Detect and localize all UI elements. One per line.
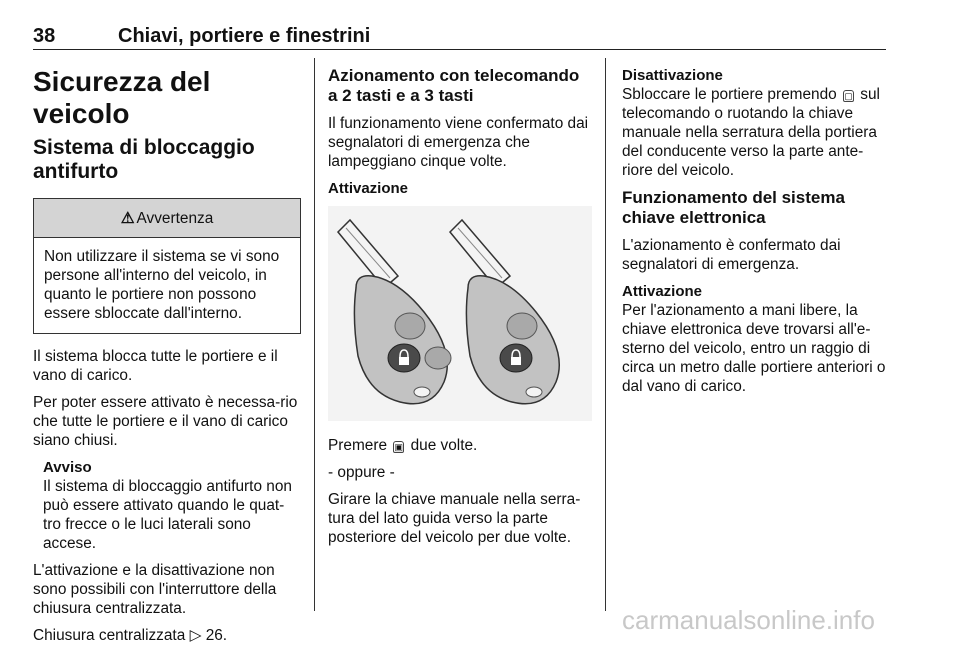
page-number: 38 [33,25,56,47]
column-1 [33,66,301,653]
column-divider-2 [605,58,606,611]
paragraph: Per poter essere attivato è necessa-rio che tutte le portiere e il vano di carico siano chiusi. [33,394,298,449]
paragraph: L'attivazione e la disattivazione non sono possibili con l'interruttore della chiusura centralizzata. [33,562,277,617]
page-ref-link[interactable]: 26. [205,627,228,644]
paragraph: Girare la chiave manuale nella serra-tura del lato guida verso la parte posteriore del veicolo per due volte. [328,491,581,546]
paragraph: Per l'azionamento a mani libere, la chiave elettronica deve trovarsi all'e-sterno del veicolo, entro un raggio di circa un metro dalle portiere anteriori o dal vano di carico. [622,302,886,395]
reference-text: Chiusura centralizzata [33,627,186,644]
text: Sbloccare le portiere premendo [622,86,837,103]
subsection-heading: Azionamento con telecomando a 2 tasti e a 3 tasti [328,66,580,105]
warning-triangle-icon: ⚠ [120,209,135,227]
note-box [33,458,301,553]
paragraph: L'azionamento è confermato dai segnalatori di emergenza. [622,237,841,273]
warning-text: Non utilizzare il sistema se vi sono persone all'interno del veicolo, in quanto le portiere non possono essere sbloccate dall'interno. [44,248,280,322]
text: due volte. [410,437,478,454]
warning-box [33,198,301,334]
paragraph [622,85,888,180]
paragraph: Il funzionamento viene confermato dai segnalatori di emergenza che lampeggiano cinque volte. [328,115,589,170]
column-divider-1 [314,58,315,611]
watermark: carmanualsonline.info [622,605,875,635]
activation-heading: Attivazione [622,283,703,300]
paragraph [328,436,592,455]
unlock-icon: ▢ [844,91,853,101]
page-ref-arrow-icon: ▷ [189,627,202,644]
paragraph: Il sistema blocca tutte le portiere e il vano di carico. [33,348,278,384]
column-3 [622,66,888,404]
note-title: Avviso [43,459,92,476]
column-2 [328,66,592,555]
note-text: Il sistema di bloccaggio antifurto non può essere attivato quando le quat-tro frecce o le luci laterali sono accese. [43,478,292,552]
deactivation-heading: Disattivazione [622,67,723,84]
subsection-heading: Funzionamento del sistema chiave elettronica [622,188,845,227]
warning-title: Avvertenza [136,209,214,227]
warning-header [34,199,300,238]
text: Premere [328,437,388,454]
remote-keys-illustration [328,206,592,421]
lock-icon: ▣ [394,442,404,452]
text: sul telecomando o ruotando la chiave manuale nella serratura della portiera del conducente verso la parte ante-riore del veicolo. [622,86,880,179]
subsection-heading: Sistema di bloccaggio antifurto [33,136,255,183]
header-rule [33,49,886,50]
section-heading: Sicurezza del veicolo [33,66,211,129]
paragraph: - oppure - [328,464,395,481]
chapter-title: Chiavi, portiere e finestrini [118,25,371,47]
activation-heading: Attivazione [328,180,409,197]
paragraph [33,626,301,645]
